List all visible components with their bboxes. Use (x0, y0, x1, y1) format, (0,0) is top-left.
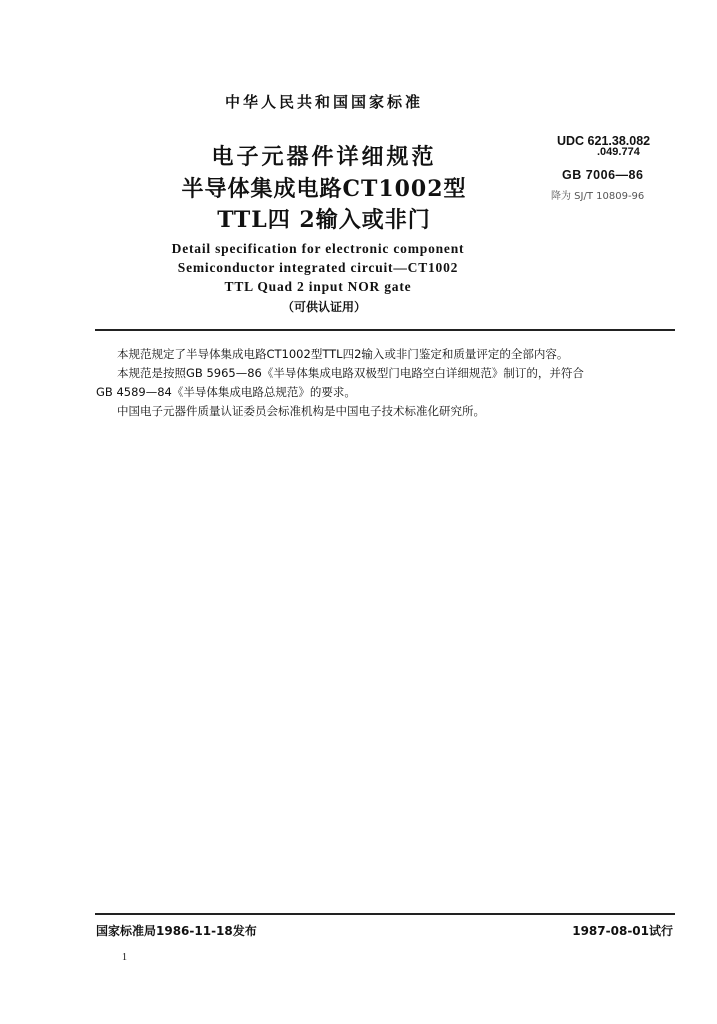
title-cn-line-3: TTL四 2输入或非门 (217, 207, 431, 233)
page-number: 1 (122, 952, 127, 963)
body-paragraph-2-line-1: 本规范是按照GB 5965—86《半导体集成电路双极型门电路空白详细规范》制订的，并符合 (117, 366, 584, 380)
body-paragraph-1: 本规范规定了半导体集成电路CT1002型TTL四2输入或非门鉴定和质量评定的全部内容。 (117, 347, 569, 361)
standard-header: 中华人民共和国国家标准 (224, 93, 423, 111)
gb-standard-number: GB 7006—86 (562, 168, 644, 182)
title-en-line-2: Semiconductor integrated circuit—CT1002 (177, 260, 459, 275)
body-paragraph-3: 中国电子元器件质量认证委员会标准机构是中国电子技术标准化研究所。 (117, 404, 485, 418)
issue-date: 国家标准局1986-11-18发布 (96, 924, 257, 938)
footer-divider (95, 913, 675, 915)
title-en-line-1: Detail specification for electronic component (171, 241, 465, 256)
certification-note: （可供认证用） (281, 300, 366, 314)
title-cn-line-2: 半导体集成电路CT1002型 (181, 176, 467, 202)
title-en-line-3: TTL Quad 2 input NOR gate (224, 279, 412, 294)
udc-code-continuation: .049.774 (597, 146, 640, 158)
header-divider (95, 329, 675, 331)
udc-code: UDC 621.38.082 (557, 134, 651, 148)
title-cn-line-1: 电子元器件详细规范 (211, 144, 437, 170)
body-paragraph-2-line-2: GB 4589—84《半导体集成电路总规范》的要求。 (96, 385, 356, 399)
replacement-note: 降为 SJ/T 10809-96 (551, 191, 645, 202)
effective-date: 1987-08-01试行 (572, 924, 673, 938)
